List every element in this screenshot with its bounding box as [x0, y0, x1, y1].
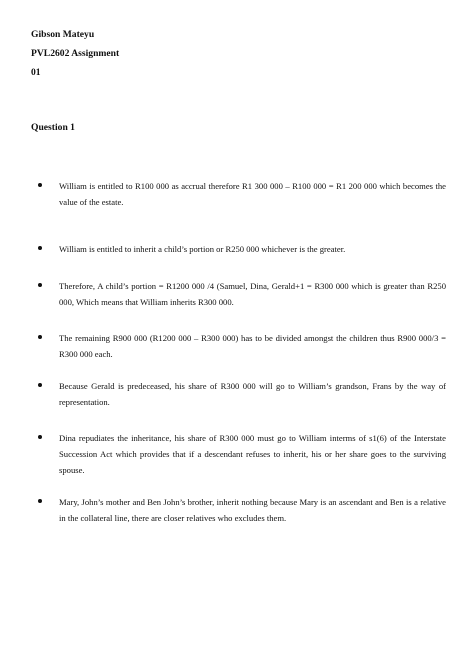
list-item-text: William is entitled to inherit a child’s portion or R250 000 whichever is the greater.: [59, 244, 346, 254]
bullet-icon: [38, 383, 42, 387]
list-item-text: Mary, John’s mother and Ben John’s brother, inherit nothing because Mary is an ascendant and Ben is a relative in the collateral line, there are closer relatives who excludes them.: [59, 497, 446, 523]
document-header: [31, 25, 119, 82]
question-title: Question 1: [31, 122, 75, 133]
course-assignment: PVL2602 Assignment: [31, 48, 120, 59]
bullet-icon: [38, 283, 42, 287]
list-item-text: William is entitled to R100 000 as accrual therefore R1 300 000 – R100 000 = R1 200 000 which becomes the value of the estate.: [59, 181, 446, 207]
bullet-icon: [38, 499, 42, 503]
list-item-text: Therefore, A child’s portion = R1200 000 /4 (Samuel, Dina, Gerald+1 = R300 000 which is greater than R250 000, Which means that William inherits R300 000.: [59, 281, 446, 307]
bullet-icon: [38, 183, 42, 187]
list-item-text: Because Gerald is predeceased, his share of R300 000 will go to William’s grandson, Frans by the way of representation.: [59, 381, 446, 407]
list-item-text: Dina repudiates the inheritance, his share of R300 000 must go to William interms of s1(6) of the Interstate Succession Act which provides that if a descendant refuses to inherit, his or her share goes to the surviving spouse.: [59, 433, 446, 475]
bullet-icon: [38, 335, 42, 339]
author-name: Gibson Mateyu: [31, 29, 95, 40]
bullet-icon: [38, 246, 42, 250]
assignment-number: 01: [31, 67, 41, 78]
bullet-icon: [38, 435, 42, 439]
list-item-text: The remaining R900 000 (R1200 000 – R300 000) has to be divided amongst the children thus R900 000/3 = R300 000 each.: [59, 333, 446, 359]
